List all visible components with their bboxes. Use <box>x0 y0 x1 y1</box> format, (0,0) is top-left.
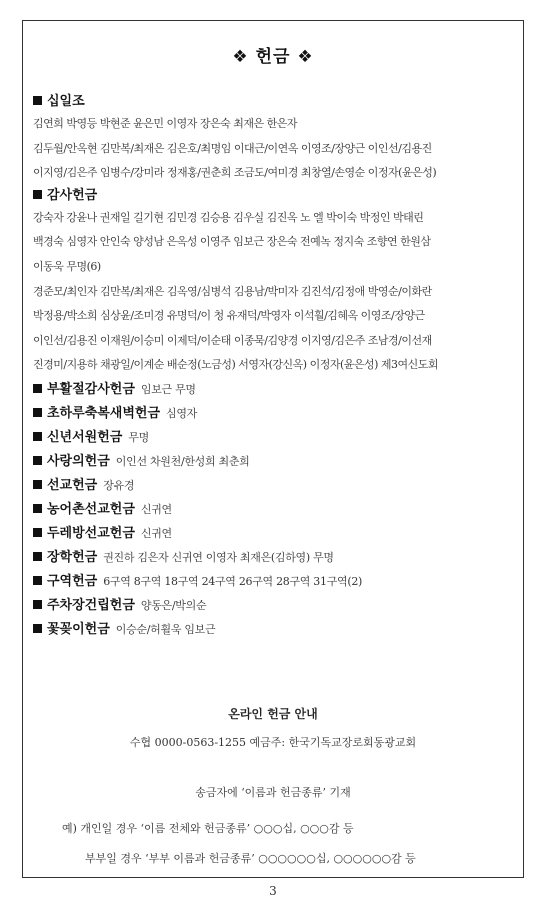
square-bullet-icon <box>33 600 42 609</box>
offering-names: 장유경 <box>103 478 135 492</box>
square-bullet-icon <box>33 528 42 537</box>
offering-names: 이승순/허휠욱 임보근 <box>115 622 216 636</box>
online-offering-info <box>0 705 546 800</box>
section-heading-tithe <box>33 92 513 112</box>
offering-label: 사랑의헌금 <box>47 453 110 469</box>
name-line: 진경미/지용하 채광일/이계순 배순정(노금성) 서영자(강신옥) 이정자(윤은성) 제3여신도회 <box>33 358 439 372</box>
square-bullet-icon <box>33 552 42 561</box>
offering-content <box>33 92 513 642</box>
offering-row-easter <box>33 378 513 402</box>
offering-row-district <box>33 570 513 594</box>
offering-row-durebang <box>33 522 513 546</box>
name-line: 경준모/최인자 김만복/최재은 김옥영/심병석 김용남/박미자 김진석/김정애 박영순/이화란 <box>33 284 432 298</box>
offering-names: 무명 <box>128 430 150 444</box>
square-bullet-icon <box>33 576 42 585</box>
square-bullet-icon <box>33 96 42 105</box>
offering-row-rural <box>33 498 513 522</box>
offering-names: 권진하 김은자 신귀연 이영자 최재은(김하영) 무명 <box>103 550 334 564</box>
offering-label: 구역헌금 <box>47 573 98 589</box>
name-line: 이지영/김은주 임병수/강미라 정재홍/권춘희 조금도/여미경 최창열/손영순 이정자(윤은성) <box>33 166 437 180</box>
name-line: 백경숙 심영자 안인숙 양성남 은옥성 이영주 임보근 장은숙 전예녹 정지숙 조향연 한원삼 <box>33 235 431 249</box>
offering-row-dawn <box>33 402 513 426</box>
page-number: 3 <box>269 884 277 898</box>
offering-label: 꽃꽂이헌금 <box>47 621 110 637</box>
offering-label: 선교헌금 <box>47 477 98 493</box>
example-couple: 부부일 경우 ‘부부 이름과 헌금종류’ ○○○○○○십, ○○○○○○감 등 <box>85 852 416 865</box>
offering-label: 농어촌선교헌금 <box>47 501 135 517</box>
offering-label: 신년서원헌금 <box>47 429 123 445</box>
offering-label: 장학헌금 <box>47 549 98 565</box>
transfer-notice: 송금자에 ‘이름과 헌금종류’ 기재 <box>195 786 351 799</box>
square-bullet-icon <box>33 504 42 513</box>
offering-row-mission <box>33 474 513 498</box>
name-line: 김두월/안옥현 김만복/최재은 김은호/최명임 이대근/이연옥 이영조/장양근 이인선/김용진 <box>33 141 432 155</box>
offering-label: 주차장건립헌금 <box>47 597 135 613</box>
offering-row-flower <box>33 618 513 642</box>
offering-names: 이인선 차원천/한성희 최춘희 <box>115 454 250 468</box>
square-bullet-icon <box>33 408 42 417</box>
offering-row-newyear <box>33 426 513 450</box>
offering-names: 6구역 8구역 18구역 24구역 26구역 28구역 31구역(2) <box>103 574 363 588</box>
page-title: ❖ 헌금 ❖ <box>232 47 314 67</box>
bank-account: 수협 0000-0563-1255 예금주: 한국기독교장로회동광교회 <box>129 736 417 749</box>
square-bullet-icon <box>33 480 42 489</box>
section-heading-label: 십일조 <box>47 94 85 109</box>
offering-names: 심영자 <box>166 406 198 420</box>
offering-row-parking <box>33 594 513 618</box>
name-line: 이인선/김용진 이재원/이승미 이제덕/이순태 이종묵/김양경 이지영/김은주 조남경/이선재 <box>33 333 432 347</box>
section-heading-label: 감사헌금 <box>47 187 98 203</box>
square-bullet-icon <box>33 190 42 199</box>
square-bullet-icon <box>33 432 42 441</box>
name-line: 김연희 박영등 박현준 윤은민 이영자 장은숙 최재은 한은자 <box>33 117 297 130</box>
square-bullet-icon <box>33 384 42 393</box>
offering-names: 신귀연 <box>140 502 172 516</box>
online-heading: 온라인 헌금 안내 <box>228 707 318 721</box>
name-line: 이동욱 무명(6) <box>33 259 101 273</box>
offering-row-love <box>33 450 513 474</box>
offering-label: 부활절감사헌금 <box>47 381 135 397</box>
name-line: 박정용/박소희 심상윤/조미경 유명덕/이 청 유재덕/박영자 이석훨/김혜옥 이영조/장양근 <box>33 309 425 323</box>
offering-names: 임보근 무명 <box>140 382 196 396</box>
offering-label: 초하루축복새벽헌금 <box>47 405 161 421</box>
name-line: 강숙자 강윤나 권재일 길기현 김민경 김승용 김우실 김진옥 노 엘 박이숙 박정인 박태린 <box>33 210 424 224</box>
section-heading-thanks <box>33 186 513 206</box>
offering-row-scholarship <box>33 546 513 570</box>
square-bullet-icon <box>33 456 42 465</box>
offering-names: 양동은/박의순 <box>140 598 207 612</box>
example-individual: 예) 개인일 경우 ‘이름 전체와 헌금종류’ ○○○십, ○○○감 등 <box>62 822 354 835</box>
offering-names: 신귀연 <box>140 526 172 540</box>
offering-label: 두레방선교헌금 <box>47 525 135 541</box>
square-bullet-icon <box>33 624 42 633</box>
